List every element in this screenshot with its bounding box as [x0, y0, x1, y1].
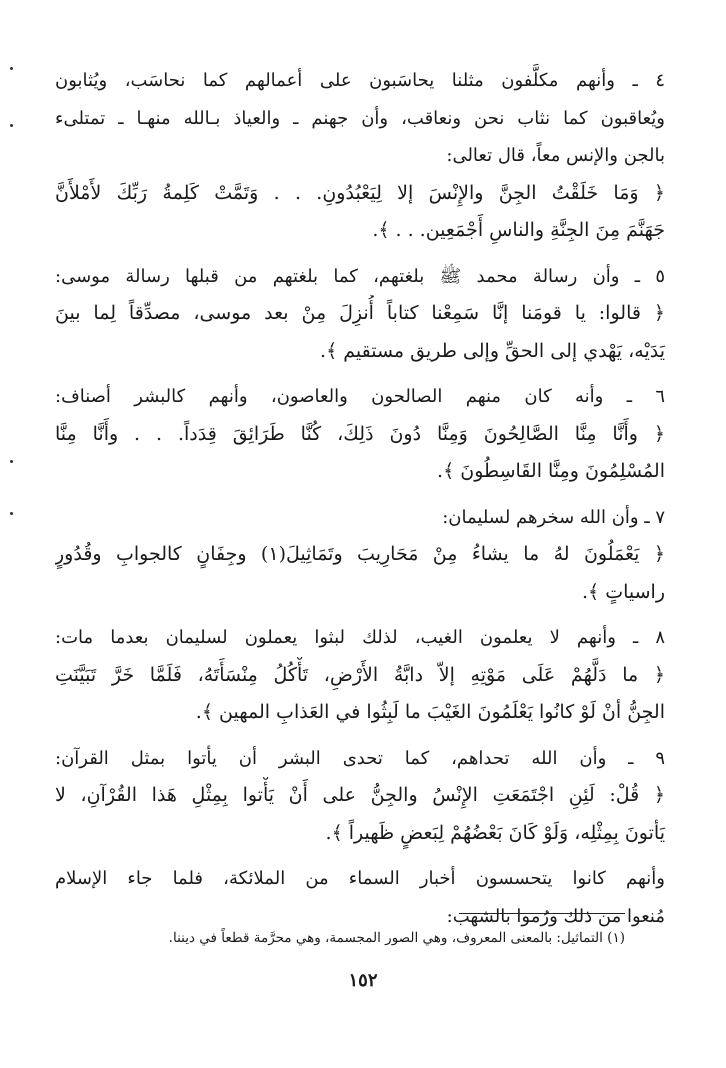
quran-verse-line: ﴿ يَعْمَلُونَ لهُ ما يشاءُ مِنْ مَحَارِيبَ وتَمَاثِيلَ(١) وجِفَانٍ كالجوابِ وقُدُورٍ	[55, 543, 665, 565]
page-body	[55, 62, 665, 935]
quran-verse-line: ﴿ وأَنَّا مِنَّا الصَّالِحُونَ وَمِنَّا دُونَ ذَلِكَ، كُنَّا طَرَائِقَ قِدَداً. . . وأَنَّا مِنَّا	[55, 422, 665, 445]
quran-verse-line: ﴿ قُلْ: لَئِنِ اجْتَمَعَتِ الإِنْسُ والجِنُّ على أَنْ يَأْتوا بِمِثْلِ هَذا القُرْآنِ، لا	[55, 784, 665, 806]
item-4	[55, 62, 665, 250]
footnote: (١) التماثيل: بالمعنى المعروف، وهي الصور المجسمة، وهي محرَّمة قطعاً في ديننا.	[168, 930, 625, 946]
item-7	[55, 499, 665, 612]
text-line: ٥ ـ وأن رسالة محمد ﷺ بلغتهم، كما بلغتهم من قبلها رسالة موسى:	[55, 265, 665, 287]
text-line: ٤ ـ وأنهم مكلَّفون مثلنا يحاسَبون على أعمالهم كما نحاسَب، ويُثابون	[55, 70, 665, 91]
margin-dot-4	[10, 512, 13, 515]
quran-verse-line: الجِنُّ أنْ لَوْ كانُوا يَعْلَمُونَ الغَيْبَ ما لَبِثُوا في العَذابِ المهين ﴾.	[195, 701, 665, 723]
text-line: ويُعاقبون كما نثاب نحن ونعاقب، وأن جهنم ـ والعياذ بـالله منهـا ـ تمتلىء	[55, 107, 665, 129]
margin-dot-3	[10, 460, 13, 463]
item-9	[55, 740, 665, 853]
text-line: ٨ ـ وأنهم لا يعلمون الغيب، لذلك لبثوا يعملون لسليمان بعدما مات:	[55, 627, 665, 648]
quran-verse-line: ﴿ ما دَلَّهُمْ عَلَى مَوْتِهِ إلاّ دابَّةُ الأَرْضِ، تَأْكُلُ مِنْسَأَتَهُ، فَلَمَّا خَرَّ تَبَيَّنَتِ	[55, 663, 665, 686]
quran-verse-line: جَهَنَّمَ مِنَ الجِنَّةِ والناسِ أَجْمَعِين. . . ﴾.	[372, 219, 665, 241]
text-line: بالجن والإنس معاً، قال تعالى:	[446, 145, 665, 166]
item-5	[55, 258, 665, 371]
text-line: وأنهم كانوا يتحسسون أخبار السماء من الملائكة، فلما جاء الإسلام	[55, 868, 665, 889]
quran-verse-line: يَدَيْه، يَهْدي إلى الحقِّ وإلى طريق مستقيم ﴾.	[320, 339, 665, 362]
margin-dot-2	[10, 124, 13, 127]
margin-dot-1	[10, 67, 13, 70]
quran-verse-line: المُسْلِمُونَ ومِنَّا القَاسِطُونَ ﴾.	[437, 460, 665, 482]
page-number: ١٥٢	[348, 970, 378, 991]
quran-verse-line: ﴿ قالوا: يا قومَنا إنَّا سَمِعْنا كتاباً أُنزِلَ مِنْ بعد موسى، مصدِّقاً لِما بينَ	[55, 302, 665, 324]
quran-verse-line: يَأتونَ بِمِثْلِه، وَلَوْ كَانَ بَعْضُهُمْ لِبَعضٍ ظَهيراً ﴾.	[325, 821, 665, 844]
closing-paragraph	[55, 860, 665, 935]
item-6	[55, 378, 665, 491]
quran-verse-line: راسياتٍ ﴾.	[582, 580, 665, 603]
footnote-separator	[459, 913, 625, 914]
text-line: مُنعوا من ذلك ورُموا بالشهب:	[446, 905, 665, 927]
quran-verse-line: ﴿ وَمَا خَلَقْتُ الجِنَّ والإِنْسَ إلا لِيَعْبُدُونِ. . . وَتَمَّتْ كَلِمةُ رَبِّكَ لأَمْلأَنَّ	[55, 181, 665, 204]
text-line: ٩ ـ وأن الله تحداهم، كما تحدى البشر أن يأتوا بمثل القرآن:	[55, 747, 665, 769]
text-line: ٦ ـ وأنه كان منهم الصالحون والعاصون، وأنهم كالبشر أصناف:	[55, 386, 665, 407]
item-8	[55, 619, 665, 732]
text-line: ٧ ـ وأن الله سخرهم لسليمان:	[442, 506, 665, 528]
